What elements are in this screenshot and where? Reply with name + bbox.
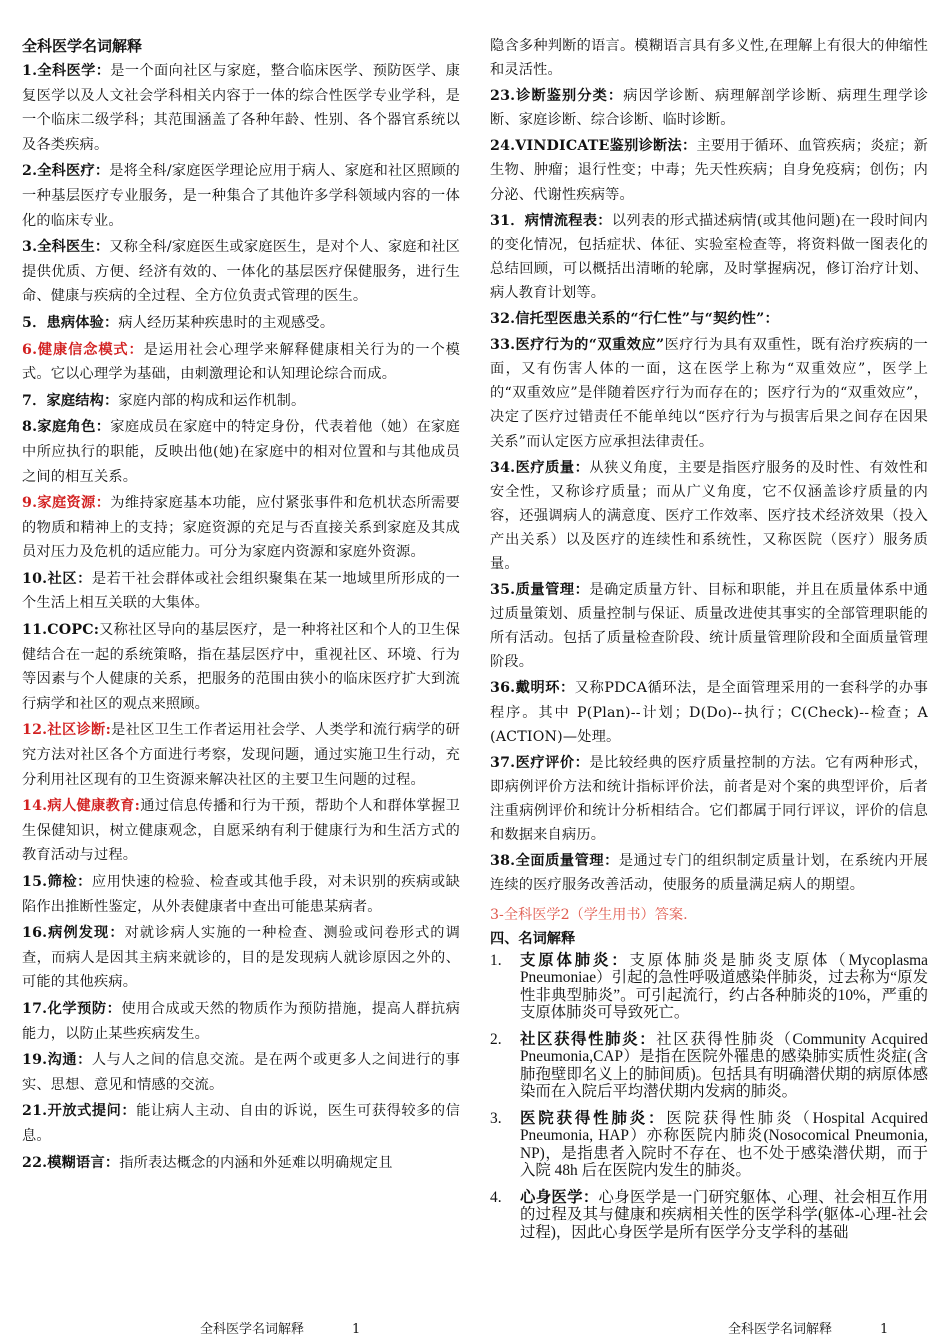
entry-term: 35.质量管理： bbox=[490, 582, 590, 599]
entry-31 bbox=[490, 209, 928, 305]
entry-text: 是确定质量方针、目标和职能，并且在质量体系中通过质量策划、质量控制与保证、质量改进使其事实的全部管理职能的所有活动。包括了质量检查阶段、统计质量管理阶段和全面质量管理阶段。 bbox=[490, 582, 928, 671]
entry-35 bbox=[490, 578, 928, 674]
entry-text: 家庭内部的构成和运作机制。 bbox=[118, 392, 306, 409]
entry-33 bbox=[490, 333, 928, 453]
entry-32 bbox=[490, 307, 928, 331]
entry-10 bbox=[22, 567, 460, 616]
entry-term: 38.全面质量管理： bbox=[490, 853, 619, 870]
entry-text: 是一个面向社区与家庭，整合临床医学、预防医学、康复医学以及人文社会学科相关内容于一体的综合性医学专业学科，是一个临床二级学科；其范围涵盖了各种年龄、性别、各个器官系统以及各类疾病。 bbox=[22, 63, 460, 153]
page-number: 1 bbox=[352, 1322, 361, 1337]
entry-term: 6.健康信念模式： bbox=[22, 341, 144, 358]
entry-15 bbox=[22, 870, 460, 919]
entry-3 bbox=[22, 235, 460, 309]
answer-section-line: 3-全科医学2（学生用书）答案. bbox=[490, 907, 688, 924]
entry-37 bbox=[490, 751, 928, 847]
entry-text: 又称全科/家庭医生或家庭医生，是对个人、家庭和社区提供优质、方便、经济有效的、一体化的基层医疗保健服务，进行生命、健康与疾病的全过程、全方位负责式管理的医生。 bbox=[22, 239, 460, 305]
entry-21 bbox=[22, 1099, 460, 1148]
entry-term: 36.戴明环： bbox=[490, 680, 575, 697]
entry-text: 是社区卫生工作者运用社会学、人类学和流行病学的研究方法对社区各个方面进行考察，发现问题，通过实施卫生行动，充分利用社区现有的卫生资源来解决社区的主要卫生问题的过程。 bbox=[22, 722, 460, 788]
entry-22-continued bbox=[490, 34, 928, 82]
entry-text: 主要用于循环、血管疾病；炎症；新生物、肿瘤；退行性变；中毒；先天性疾病；自身免疫病；创伤；内分泌、代谢性疾病等。 bbox=[490, 138, 929, 203]
entry-text: 应用快速的检验、检查或其他手段，对未识别的疾病或缺陷作出推断性鉴定，从外表健康者中查出可能患某病者。 bbox=[22, 874, 460, 915]
entry-term: 34.医疗质量： bbox=[490, 459, 590, 476]
entry-12 bbox=[22, 718, 460, 792]
item-term: 心身医学： bbox=[520, 1188, 599, 1206]
entry-term: 19.沟通： bbox=[22, 1052, 92, 1069]
entry-text: 对就诊病人实施的一种检查、测验或问卷形式的调查，而病人是因其主病来就诊的，目的是发现病人就诊原因之外的、可能的其他疾病。 bbox=[22, 925, 460, 991]
entry-term: 21.开放式提问： bbox=[22, 1103, 137, 1120]
entry-term: 1.全科医学： bbox=[22, 63, 111, 79]
entry-term: 31．病情流程表： bbox=[490, 212, 612, 229]
entry-text: 人与人之间的信息交流。是在两个或更多人之间进行的事实、思想、意见和情感的交流。 bbox=[22, 1052, 460, 1093]
entry-term: 23.诊断鉴别分类： bbox=[490, 88, 624, 105]
entry-term: 10.社区： bbox=[22, 570, 92, 587]
item-term: 社区获得性肺炎： bbox=[520, 1030, 657, 1048]
entry-11 bbox=[22, 618, 460, 716]
entry-19 bbox=[22, 1048, 460, 1097]
footer-left bbox=[200, 1318, 360, 1337]
footer-label: 全科医学名词解释 bbox=[200, 1322, 305, 1337]
entry-term: 33.医疗行为的“双重效应” bbox=[490, 337, 665, 354]
entry-term: 14.病人健康教育: bbox=[22, 798, 141, 815]
entry-text: 通过信息传播和行为干预，帮助个人和群体掌握卫生保健知识，树立健康观念，自愿采纳有利于健康行为和生活方式的教育活动与过程。 bbox=[22, 798, 461, 864]
entry-text: 是若干社会群体或社会组织聚集在某一地域里所形成的一个生活上相互关联的大集体。 bbox=[22, 570, 460, 612]
entry-22 bbox=[22, 1151, 460, 1176]
entry-term: 7．家庭结构： bbox=[22, 392, 119, 409]
right-column bbox=[490, 34, 928, 1250]
entry-term: 32.信托型医患关系的“行仁性”与“契约性”： bbox=[490, 311, 779, 328]
item-number: 2. bbox=[490, 1030, 502, 1048]
entry-24 bbox=[490, 134, 928, 206]
entry-text: 隐含多种判断的语言。模糊语言具有多义性,在理解上有很大的伸缩性和灵活性。 bbox=[490, 38, 928, 79]
item-number: 1. bbox=[490, 951, 502, 969]
entry-34 bbox=[490, 456, 928, 576]
entry-term: 15.筛检： bbox=[22, 874, 92, 890]
entry-text: 从狭义角度，主要是指医疗服务的及时性、有效性和安全性，又称诊疗质量；而从广义角度，它不仅涵盖诊疗质量的内容，还强调病人的满意度、医疗工作效率、医疗技术经济效果（投入产出关系）以及医疗的连续性和系统性，又称医院（医疗）服务质量。 bbox=[490, 459, 928, 572]
entry-text: 是运用社会心理学来解释健康相关行为的一个模式。它以心理学为基础，由刺激理论和认知理论综合而成。 bbox=[22, 341, 460, 383]
entry-term: 37.医疗评价： bbox=[490, 754, 590, 771]
entry-38 bbox=[490, 849, 928, 897]
entry-term: 9.家庭资源： bbox=[22, 495, 111, 512]
entry-7 bbox=[22, 389, 460, 414]
entry-36 bbox=[490, 676, 928, 748]
entry-text: 使用合成或天然的物质作为预防措施，提高人群抗病能力，以防止某些疾病发生。 bbox=[22, 1000, 460, 1042]
entry-9 bbox=[22, 491, 460, 565]
entry-text: 为维持家庭基本功能，应付紧张事件和危机状态所需要的物质和精神上的支持；家庭资源的充足与否直接关系到家庭及其成员对压力及危机的适应能力。可分为家庭内资源和家庭外资源。 bbox=[22, 495, 460, 561]
entry-text: 医疗行为具有双重性，既有治疗疾病的一面，又有伤害人体的一面，这在医学上称为“双重效应”，医学上的“双重效应”是伴随着医疗行为而存在的；医疗行为的“双重效应”，决定了医疗过错责任不能单纯以“医疗行为与损害后果之间存在因果关系”而认定医方应承担法律责任。 bbox=[490, 337, 928, 450]
list-item bbox=[490, 1031, 928, 1101]
entry-text: 又称社区导向的基层医疗，是一种将社区和个人的卫生保健结合在一起的系统策略，指在基层医疗中，重视社区、环境、行为等因素与个人健康的关系，把服务的范围由狭小的临床医疗扩大到流行病学和社区的观点来照顾。 bbox=[22, 622, 460, 712]
entry-term: 22.模糊语言： bbox=[22, 1154, 120, 1171]
item-text: 支原体肺炎是肺炎支原体（Mycoplasma Pneumoniae）引起的急性呼吸道感染伴肺炎，过去称为“原发性非典型肺炎”。可引起流行，约占各种肺炎的10%，严重的支原体肺炎可导致死亡。 bbox=[520, 951, 928, 1022]
entry-text: 又称PDCA循环法，是全面管理采用的一套科学的办事程序。其中 P(Plan)--计划；D(Do)--执行；C(Check)--检查；A (ACTION)—处理。 bbox=[490, 680, 928, 745]
entry-1 bbox=[22, 59, 460, 157]
entry-23 bbox=[490, 84, 928, 132]
entry-17 bbox=[22, 997, 460, 1046]
entry-text: 是比较经典的医疗质量控制的方法。它有两种形式，即病例评价方法和统计指标评价法，前者是对个案的典型评价，后者注重病例评价和统计分析相结合。它们都属于同行评议，评价的信息和数据来自病历。 bbox=[490, 754, 928, 843]
entry-6 bbox=[22, 338, 460, 387]
document-title: 全科医学名词解释 bbox=[22, 37, 143, 55]
entry-14 bbox=[22, 794, 460, 868]
entry-term: 3.全科医生： bbox=[22, 239, 110, 256]
entry-text: 以列表的形式描述病情(或其他问题)在一段时间内的变化情况，包括症状、体征、实验室检查等，将资料做一图表化的总结回顾，可以概括出清晰的轮廓，及时掌握病况，修订治疗计划、病人教育计划等。 bbox=[490, 212, 929, 301]
item-number: 4. bbox=[490, 1188, 502, 1206]
entry-term: 8.家庭角色： bbox=[22, 419, 111, 436]
entry-term: 5．患病体验： bbox=[22, 314, 119, 331]
page-number: 1 bbox=[880, 1322, 889, 1337]
left-column bbox=[22, 34, 460, 1177]
item-text: 社区获得性肺炎（Community Acquired Pneumonia,CAP）是指在医院外罹患的感染肺实质性炎症(含肺孢壁即名义上的肺间质)。包括具有明确潜伏期的病原体感染而在入院后平均潜伏期内发病的肺炎。 bbox=[520, 1030, 928, 1101]
entry-text: 能让病人主动、自由的诉说，医生可获得较多的信息。 bbox=[22, 1103, 460, 1144]
entry-term: 17.化学预防： bbox=[22, 1000, 122, 1017]
entry-term: 16.病例发现： bbox=[22, 925, 125, 942]
entry-text: 病人经历某种疾患时的主观感受。 bbox=[118, 314, 335, 331]
item-text: 医院获得性肺炎（Hospital Acquired Pneumonia, HAP）亦称医院内肺炎(Nosocomical Pneumonia, NP)，是指患者入院时不存在、也不处于感染潜伏期，而于入院 48h 后在医院内发生的肺炎。 bbox=[520, 1109, 928, 1180]
footer-label: 全科医学名词解释 bbox=[728, 1322, 833, 1337]
entry-term: 2.全科医疗： bbox=[22, 163, 110, 180]
item-text: 心身医学是一门研究躯体、心理、社会相互作用的过程及其与健康和疾病相关性的医学科学(躯体-心理-社会过程)，因此心身医学是所有医学分支学科的基础 bbox=[520, 1188, 928, 1241]
entry-text: 家庭成员在家庭中的特定身份，代表着他（她）在家庭中所应执行的职能，反映出他(她)在家庭中的相对位置和与其他成员之间的相互关系。 bbox=[22, 419, 460, 485]
item-term: 支原体肺炎： bbox=[520, 951, 630, 969]
entry-text: 是将全科/家庭医学理论应用于病人、家庭和社区照顾的一种基层医疗专业服务，是一种集合了其他许多学科领域内容的一体化的临床专业。 bbox=[22, 163, 460, 229]
entry-16 bbox=[22, 921, 460, 995]
entry-term: 24.VINDICATE鉴别诊断法： bbox=[490, 138, 697, 155]
section-heading: 四、名词解释 bbox=[490, 930, 576, 947]
list-item bbox=[490, 1189, 928, 1242]
item-term: 医院获得性肺炎： bbox=[520, 1109, 667, 1127]
entry-term: 11.COPC: bbox=[22, 622, 100, 639]
entry-8 bbox=[22, 415, 460, 489]
list-item bbox=[490, 1110, 928, 1180]
entry-text: 指所表达概念的内涵和外延难以明确规定且 bbox=[119, 1154, 393, 1171]
entry-2 bbox=[22, 159, 460, 233]
entry-5 bbox=[22, 311, 460, 336]
numbered-definition-list bbox=[490, 952, 928, 1242]
entry-text: 是通过专门的组织制定质量计划，在系统内开展连续的医疗服务改善活动，使服务的质量满足病人的期望。 bbox=[490, 853, 929, 894]
entry-text: 病因学诊断、病理解剖学诊断、病理生理学诊断、家庭诊断、综合诊断、临时诊断。 bbox=[490, 88, 928, 129]
footer-right bbox=[728, 1318, 888, 1337]
entry-term: 12.社区诊断: bbox=[22, 722, 112, 739]
item-number: 3. bbox=[490, 1109, 502, 1127]
list-item bbox=[490, 952, 928, 1022]
